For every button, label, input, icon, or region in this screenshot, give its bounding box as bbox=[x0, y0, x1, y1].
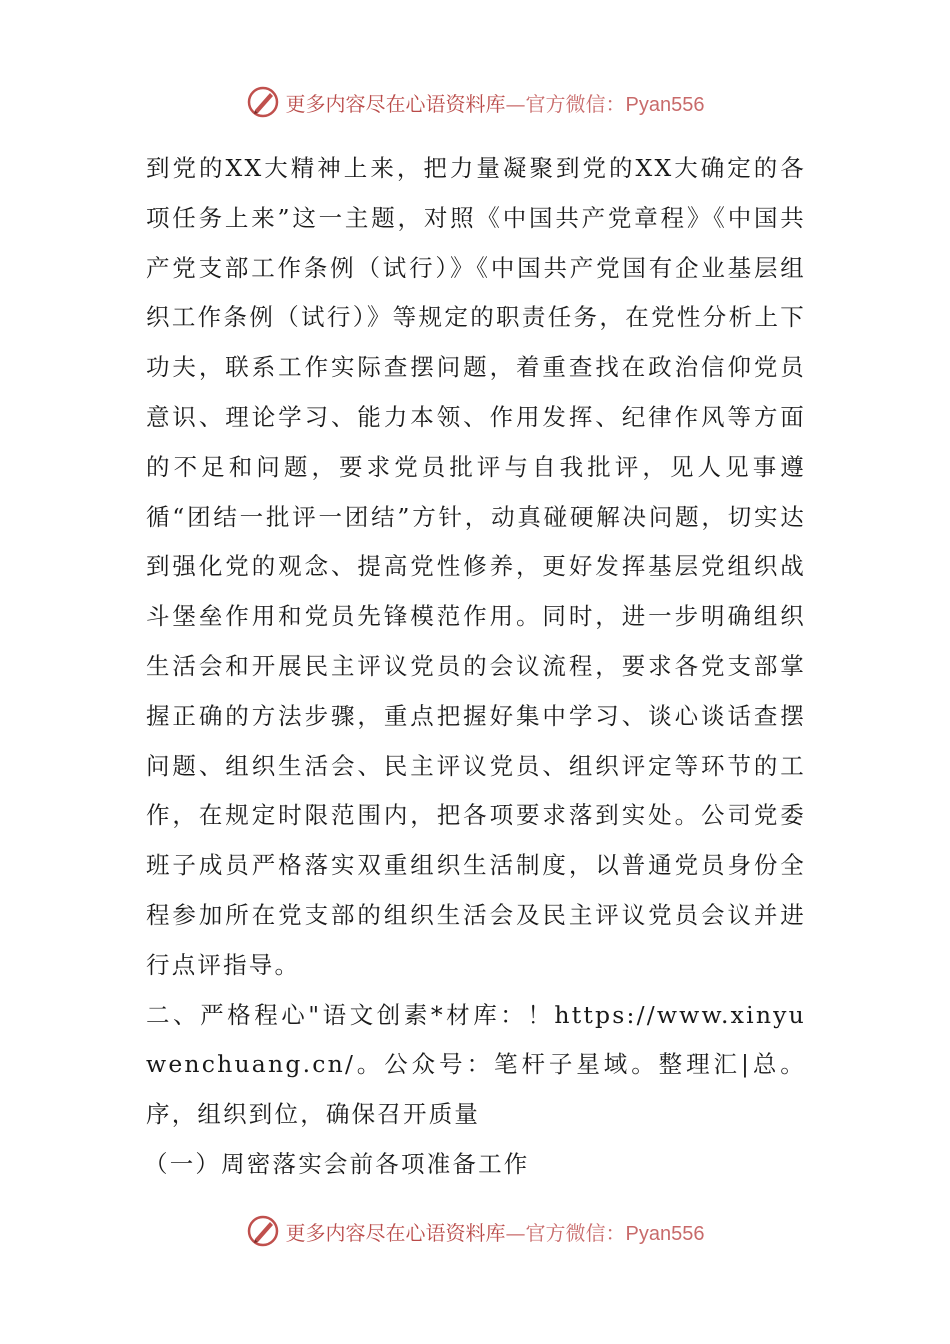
section-heading: 二、严格程心"语文创素*材库：！https://www.xinyuwenchuang.cn/。公众号：笔杆子星域。整理汇|总。序，组织到位，确保召开质量 bbox=[146, 1000, 806, 1129]
banner-dash: — bbox=[505, 91, 526, 116]
footer-banner-text bbox=[286, 1217, 705, 1246]
banner-main-text: 更多内容尽在心语资料库 bbox=[285, 1220, 506, 1245]
footer-banner bbox=[0, 1211, 950, 1251]
subsection-heading: （一）周密落实会前各项准备工作 bbox=[144, 1149, 530, 1178]
body-paragraph: 到党的XX大精神上来，把力量凝聚到党的XX大确定的各项任务上来”这一主题，对照《中国共产党章程》《中国共产党支部工作条例（试行）》《中国共产党国有企业基层组织工作条例（试行）》等规定的职责任务，在党性分析上下功夫，联系工作实际查摆问题，着重查找在政治信仰党员意识、理论学习、能力本领、作用发挥、纪律作风等方面的不足和问题，要求党员批评与自我批评，见人见事遵循“团结一批评一团结”方针，动真碰硬解决问题，切实达到强化党的观念、提高党性修养，更好发挥基层党组织战斗堡垒作用和党员先锋模范作用。同时，进一步明确组织生活会和开展民主评议党员的会议流程，要求各党支部掌握正确的方法步骤，重点把握好集中学习、谈心谈话查摆问题、组织生活会、民主评议党员、组织评定等环节的工作，在规定时限范围内，把各项要求落到实处。公司党委班子成员严格落实双重组织生活制度，以普通党员身份全程参加所在党支部的组织生活会及民主评议党员会议并进行点评指导。 bbox=[146, 154, 806, 979]
pen-circle-logo-icon bbox=[246, 1214, 280, 1248]
pen-circle-logo-icon bbox=[246, 85, 280, 119]
document-body bbox=[146, 144, 806, 1190]
header-banner bbox=[0, 82, 950, 122]
banner-tail-text: 官方微信： bbox=[525, 91, 626, 116]
banner-tail-text: 官方微信： bbox=[525, 1220, 626, 1245]
header-banner-text bbox=[286, 88, 705, 117]
banner-wechat-id: Pyan556 bbox=[625, 93, 705, 116]
banner-dash: — bbox=[505, 1220, 526, 1245]
banner-wechat-id: Pyan556 bbox=[625, 1222, 705, 1245]
banner-main-text: 更多内容尽在心语资料库 bbox=[285, 91, 506, 116]
